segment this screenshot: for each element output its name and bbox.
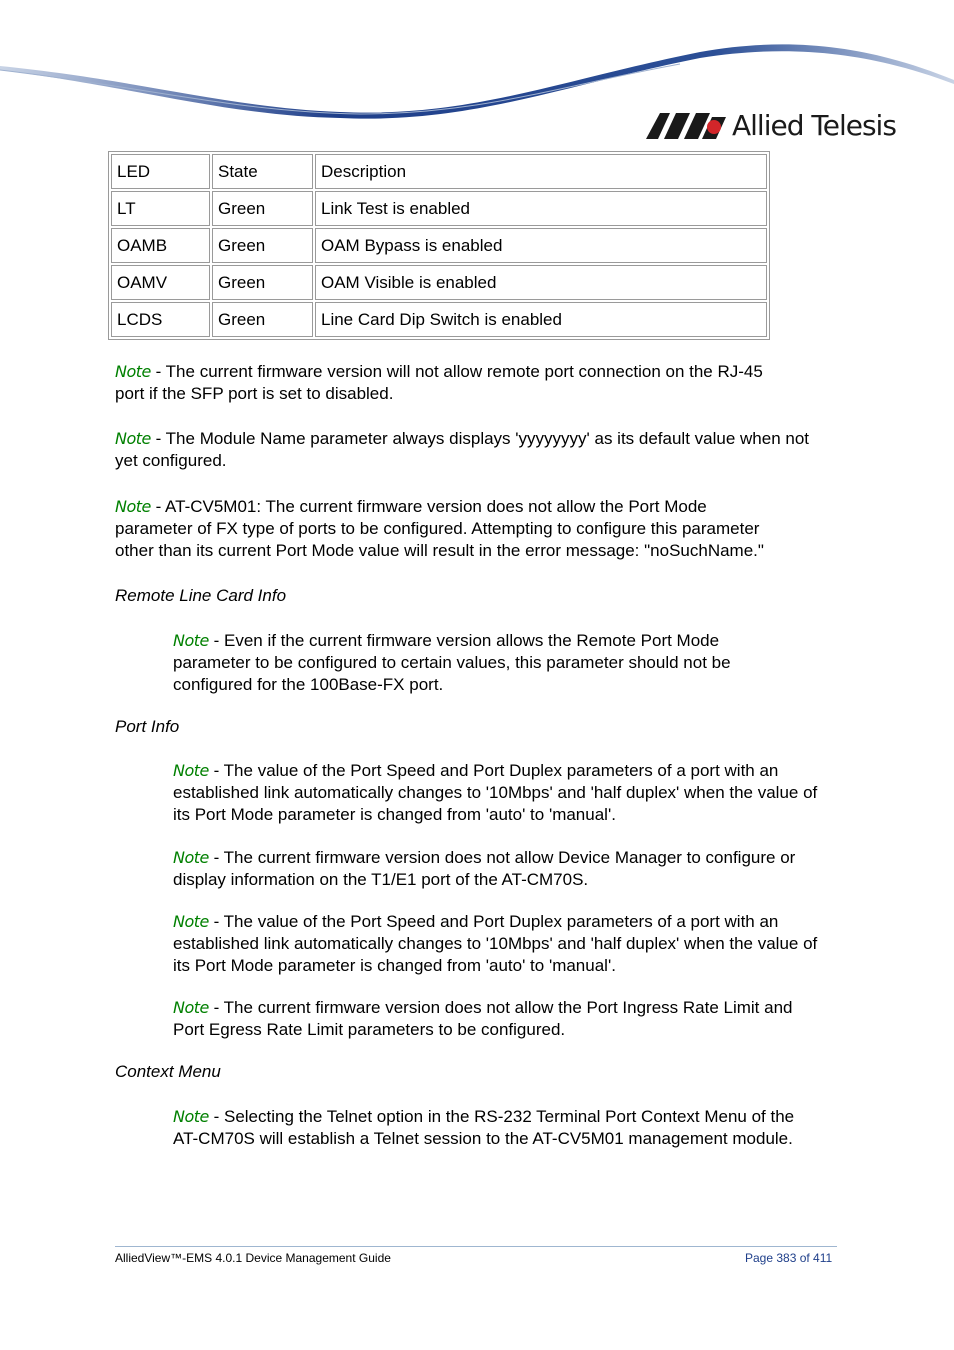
cell-led: LCDS — [111, 302, 210, 337]
note-text: - The Module Name parameter always displays 'yyyyyyyy' as its default value when not — [150, 429, 810, 448]
table-row — [111, 228, 767, 263]
note-paragraph — [115, 361, 763, 405]
table-row — [111, 302, 767, 337]
note-text: configured for the 100Base-FX port. — [173, 675, 444, 694]
allied-telesis-logo — [646, 108, 896, 144]
note-text: its Port Mode parameter is changed from 'auto' to 'manual'. — [173, 956, 616, 975]
note-paragraph — [173, 997, 793, 1041]
cell-state: Green — [212, 302, 313, 337]
note-text: - The current firmware version will not allow remote port connection on the RJ-45 — [150, 362, 763, 381]
note-paragraph — [173, 760, 817, 826]
note-text: Port Egress Rate Limit parameters to be configured. — [173, 1020, 566, 1039]
note-paragraph — [115, 496, 764, 562]
section-heading-port-info: Port Info — [115, 717, 180, 736]
note-label: Note — [173, 998, 209, 1017]
note-text: - Selecting the Telnet option in the RS-232 Terminal Port Context Menu of the — [208, 1107, 795, 1126]
section-heading-context-menu: Context Menu — [115, 1062, 221, 1081]
cell-led: OAMB — [111, 228, 210, 263]
footer-document-title: AlliedView™-EMS 4.0.1 Device Management Guide — [115, 1251, 391, 1265]
led-table — [108, 151, 770, 340]
cell-description: OAM Visible is enabled — [315, 265, 767, 300]
note-text: - AT-CV5M01: The current firmware version does not allow the Port Mode — [150, 497, 707, 516]
note-text: - The value of the Port Speed and Port Duplex parameters of a port with an — [208, 912, 779, 931]
note-label: Note — [173, 1107, 209, 1126]
cell-led: OAMV — [111, 265, 210, 300]
note-text: - The current firmware version does not allow the Port Ingress Rate Limit and — [208, 998, 793, 1017]
note-text: - The current firmware version does not allow Device Manager to configure or — [208, 848, 796, 867]
logo-mark-icon — [646, 113, 726, 139]
table-header-row — [111, 154, 767, 189]
header-state: State — [212, 154, 313, 189]
note-paragraph — [173, 911, 817, 977]
note-paragraph — [115, 428, 809, 472]
note-text: established link automatically changes to '10Mbps' and 'half duplex' when the value of — [173, 783, 818, 802]
note-text: display information on the T1/E1 port of the AT-CM70S. — [173, 870, 589, 889]
footer-divider — [115, 1246, 837, 1247]
note-text: AT-CM70S will establish a Telnet session to the AT-CV5M01 management module. — [173, 1129, 793, 1148]
note-text: port if the SFP port is set to disabled. — [115, 384, 394, 403]
note-label: Note — [115, 429, 151, 448]
note-text: established link automatically changes to '10Mbps' and 'half duplex' when the value of — [173, 934, 818, 953]
cell-description: OAM Bypass is enabled — [315, 228, 767, 263]
table-row — [111, 191, 767, 226]
cell-state: Green — [212, 191, 313, 226]
header-led: LED — [111, 154, 210, 189]
note-text: - The value of the Port Speed and Port Duplex parameters of a port with an — [208, 761, 779, 780]
note-text: its Port Mode parameter is changed from 'auto' to 'manual'. — [173, 805, 616, 824]
note-text: yet configured. — [115, 451, 227, 470]
note-paragraph — [173, 1106, 794, 1150]
note-text: parameter of FX type of ports to be configured. Attempting to configure this parameter — [115, 519, 760, 538]
cell-description: Line Card Dip Switch is enabled — [315, 302, 767, 337]
logo-text: Allied Telesis — [732, 109, 896, 142]
note-label: Note — [173, 631, 209, 650]
note-label: Note — [173, 912, 209, 931]
note-text: parameter to be configured to certain values, this parameter should not be — [173, 653, 731, 672]
section-heading-remote-line-card: Remote Line Card Info — [115, 586, 287, 605]
note-paragraph — [173, 847, 795, 891]
cell-description: Link Test is enabled — [315, 191, 767, 226]
cell-state: Green — [212, 265, 313, 300]
cell-led: LT — [111, 191, 210, 226]
table-row — [111, 265, 767, 300]
note-label: Note — [115, 362, 151, 381]
note-paragraph — [173, 630, 731, 696]
note-label: Note — [173, 761, 209, 780]
note-label: Note — [115, 497, 151, 516]
cell-state: Green — [212, 228, 313, 263]
note-text: other than its current Port Mode value will result in the error message: "noSuchName." — [115, 541, 764, 560]
note-label: Note — [173, 848, 209, 867]
header-description: Description — [315, 154, 767, 189]
footer-page-number: Page 383 of 411 — [745, 1251, 833, 1265]
note-text: - Even if the current firmware version allows the Remote Port Mode — [208, 631, 720, 650]
